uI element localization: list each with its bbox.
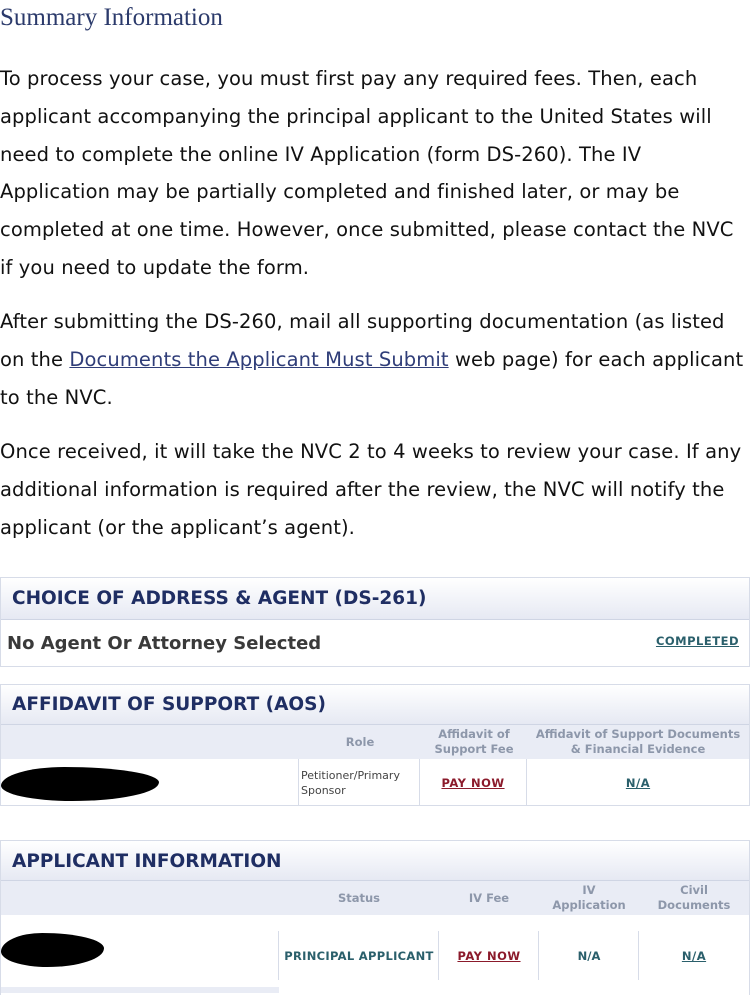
applicant-section-title: APPLICANT INFORMATION xyxy=(1,841,749,881)
applicant-status-value: PRINCIPAL APPLICANT xyxy=(284,948,434,963)
applicant-pay-now-link[interactable]: PAY NOW xyxy=(457,948,521,963)
paragraph2-start-text: After submitting the DS-260, mail all supporting documentation (as listed on the xyxy=(0,310,725,371)
applicant-header-status: Status xyxy=(279,881,439,915)
aos-documents-na-link[interactable]: N/A xyxy=(625,775,651,790)
applicant-row-footer xyxy=(1,987,279,993)
documents-must-submit-link[interactable]: Documents the Applicant Must Submit xyxy=(69,347,449,371)
applicant-header-spacer xyxy=(1,881,279,915)
choice-section-title: CHOICE OF ADDRESS & AGENT (DS-261) xyxy=(1,578,749,620)
choice-status-completed-link[interactable]: COMPLETED xyxy=(655,634,739,648)
applicant-information-panel xyxy=(0,840,750,995)
aos-pay-now-link[interactable]: PAY NOW xyxy=(441,775,505,790)
civil-documents-na-link[interactable]: N/A xyxy=(681,948,707,963)
review-paragraph: Once received, it will take the NVC 2 to 4 weeks to review your case. If any additional information is required after the review, the NVC will notify the applicant (or the applicant’s agent). xyxy=(0,440,742,539)
aos-role-value: Petitioner/Primary Sponsor xyxy=(301,768,400,797)
affidavit-of-support-panel xyxy=(0,684,750,806)
agent-selection-value: No Agent Or Attorney Selected xyxy=(7,633,322,654)
redacted-sponsor-name xyxy=(1,767,159,801)
page-title: Summary Information xyxy=(0,4,223,31)
aos-header-role: Role xyxy=(299,725,421,759)
aos-header-fee: Affidavit of Support Fee xyxy=(421,725,527,759)
aos-header-spacer xyxy=(1,725,299,759)
applicant-header-iv-application: IV Application xyxy=(539,881,639,915)
paragraph2-end-text: web page) for each applicant to the NVC. xyxy=(0,347,744,409)
iv-application-value: N/A xyxy=(577,948,601,963)
aos-section-title: AFFIDAVIT OF SUPPORT (AOS) xyxy=(1,685,749,725)
applicant-header-iv-fee: IV Fee xyxy=(439,881,539,915)
aos-header-documents: Affidavit of Support Documents & Financial Evidence xyxy=(527,725,749,759)
submission-paragraph xyxy=(0,303,750,416)
choice-of-address-panel xyxy=(0,577,750,667)
intro-paragraph: To process your case, you must first pay any required fees. Then, each applicant accompanying the principal applicant to the United States will need to complete the online IV Application (form DS-260). The IV Application may be partially completed and finished later, or may be completed at one time. However, once submitted, please contact the NVC if you need to update the form. xyxy=(0,67,734,279)
applicant-header-civil-documents: Civil Documents xyxy=(639,881,749,915)
redacted-applicant-name xyxy=(1,933,104,967)
